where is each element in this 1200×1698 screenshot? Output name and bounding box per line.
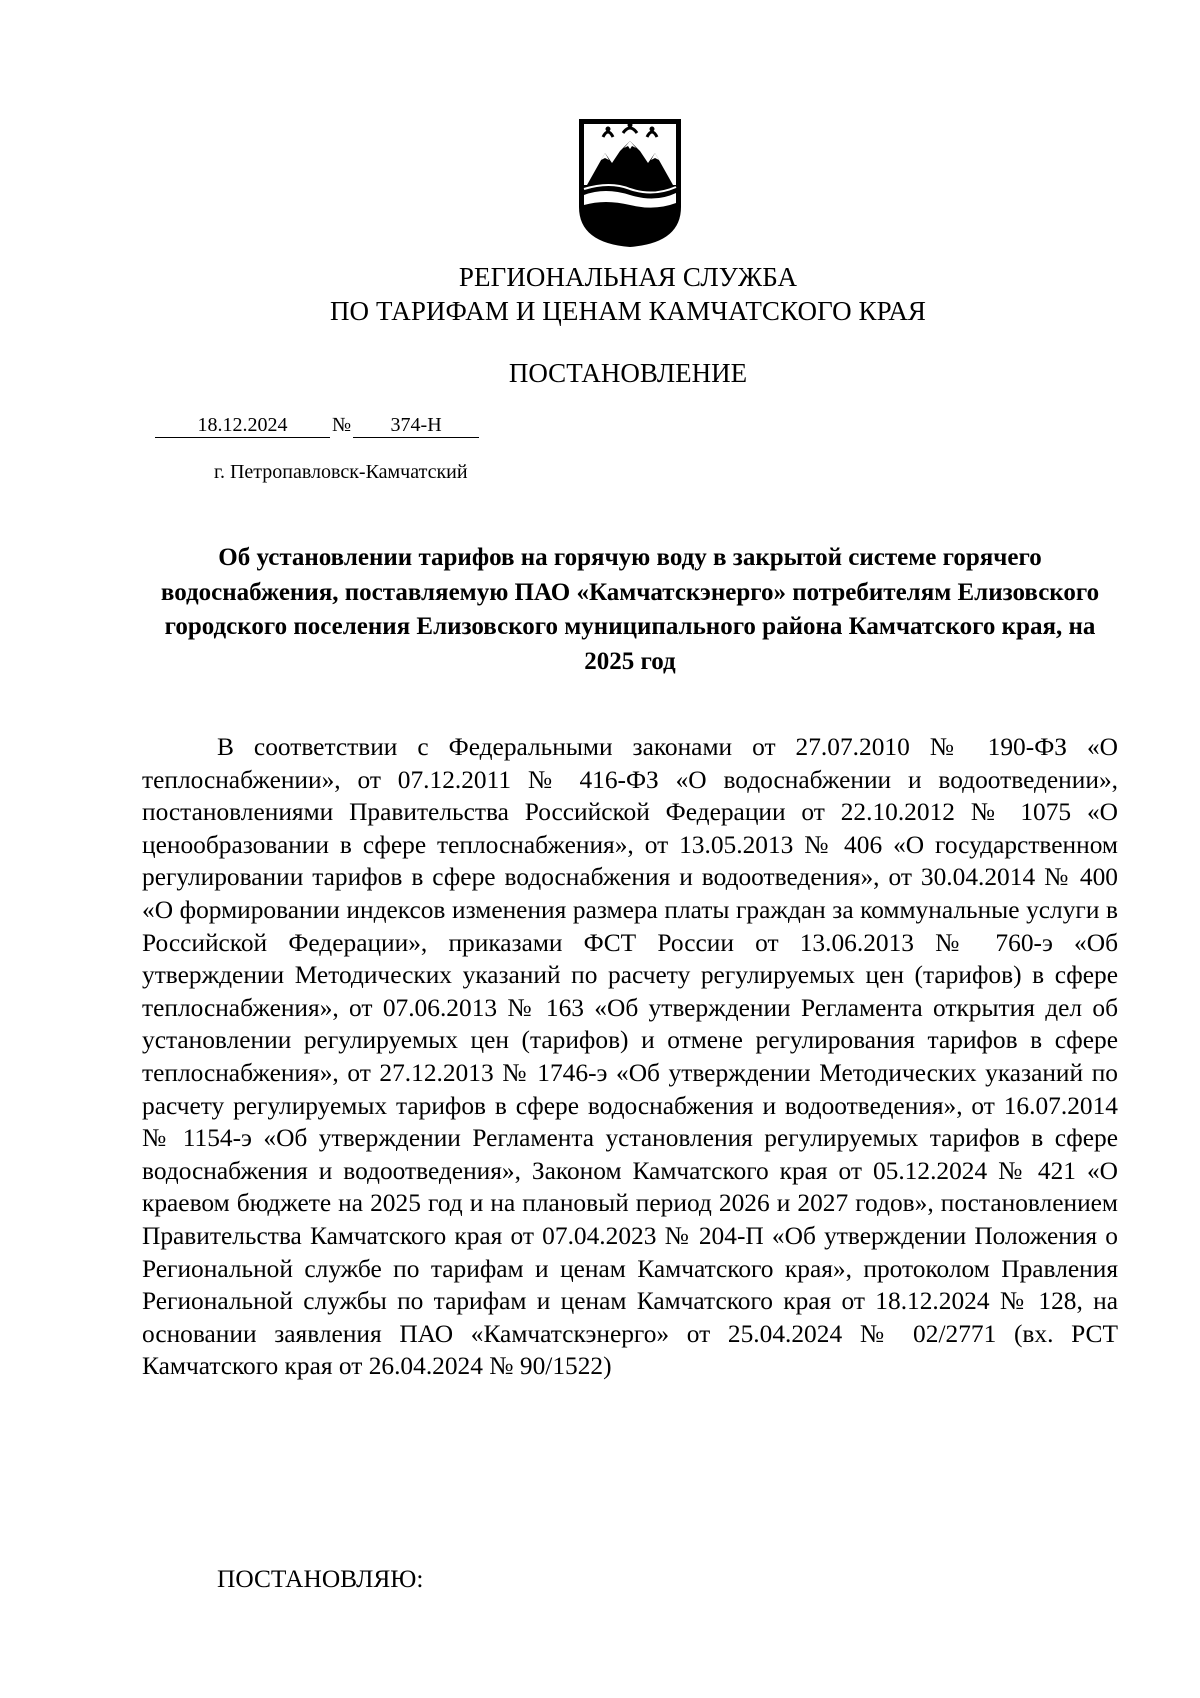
body-paragraph: В соответствии с Федеральными законами от 27.07.2010 № 190-ФЗ «О теплоснабжении», от 07.12.2011 № 416-ФЗ «О водоснабжении и водоотведении», постановлениями Правительства Российской Федерации от 22.10.2012 № 1075 «О ценообразовании в сфере теплоснабжения», от 13.05.2013 № 406 «О государственном регулировании тарифов в сфере водоснабжения и водоотведения», от 30.04.2014 № 400 «О формировании индексов изменения размера платы граждан за коммунальные услуги в Российской Федерации», приказами ФСТ России от 13.06.2013 № 760-э «Об утверждении Методических указаний по расчету регулируемых цен (тарифов) в сфере теплоснабжения», от 07.06.2013 № 163 «Об утверждении Регламента открытия дел об установлении регулируемых цен (тарифов) и отмене регулирования тарифов в сфере теплоснабжения», от 27.12.2013 № 1746-э «Об утверждении Методических указаний по расчету регулируемых тарифов в сфере водоснабжения и водоотведения», от 16.07.2014 № 1154-э «Об утверждении Регламента установления регулируемых тарифов в сфере водоснабжения и водоотведения», Законом Камчатского края от 05.12.2024 № 421 «О краевом бюджете на 2025 год и на плановый период 2026 и 2027 годов», постановлением Правительства Камчатского края от 07.04.2023 № 204-П «Об утверждении Положения о Региональной службе по тарифам и ценам Камчатского края», протоколом Правления Региональной службы по тарифам и ценам Камчатского края от 18.12.2024 № 128, на основании заявления ПАО «Камчатскэнерго» от 25.04.2024 № 02/2771 (вх. РСТ Камчатского края от 26.04.2024 № 90/1522): [142, 733, 1118, 1381]
kamchatka-coat-of-arms-icon: [575, 115, 685, 250]
document-date: 18.12.2024: [155, 413, 330, 438]
date-number-line: [155, 412, 479, 438]
number-sign: №: [332, 414, 352, 436]
organization-name-line-2: ПО ТАРИФАМ И ЦЕНАМ КАМЧАТСКОГО КРАЯ: [329, 296, 927, 326]
document-number: 374-Н: [353, 413, 479, 438]
decree-word: ПОСТАНОВЛЯЮ:: [217, 1565, 424, 1593]
organization-name-line-1: РЕГИОНАЛЬНАЯ СЛУЖБА: [458, 262, 798, 292]
document-type: ПОСТАНОВЛЕНИЕ: [508, 358, 748, 388]
document-title: Об установлении тарифов на горячую воду в закрытой системе горячего водоснабжения, поставляемую ПАО «Камчатскэнерго» потребителям Елизовского городского поселения Елизовского муниципального района Камчатского края, на 2025 год: [160, 544, 1100, 675]
city: г. Петропавловск-Камчатский: [214, 461, 468, 483]
